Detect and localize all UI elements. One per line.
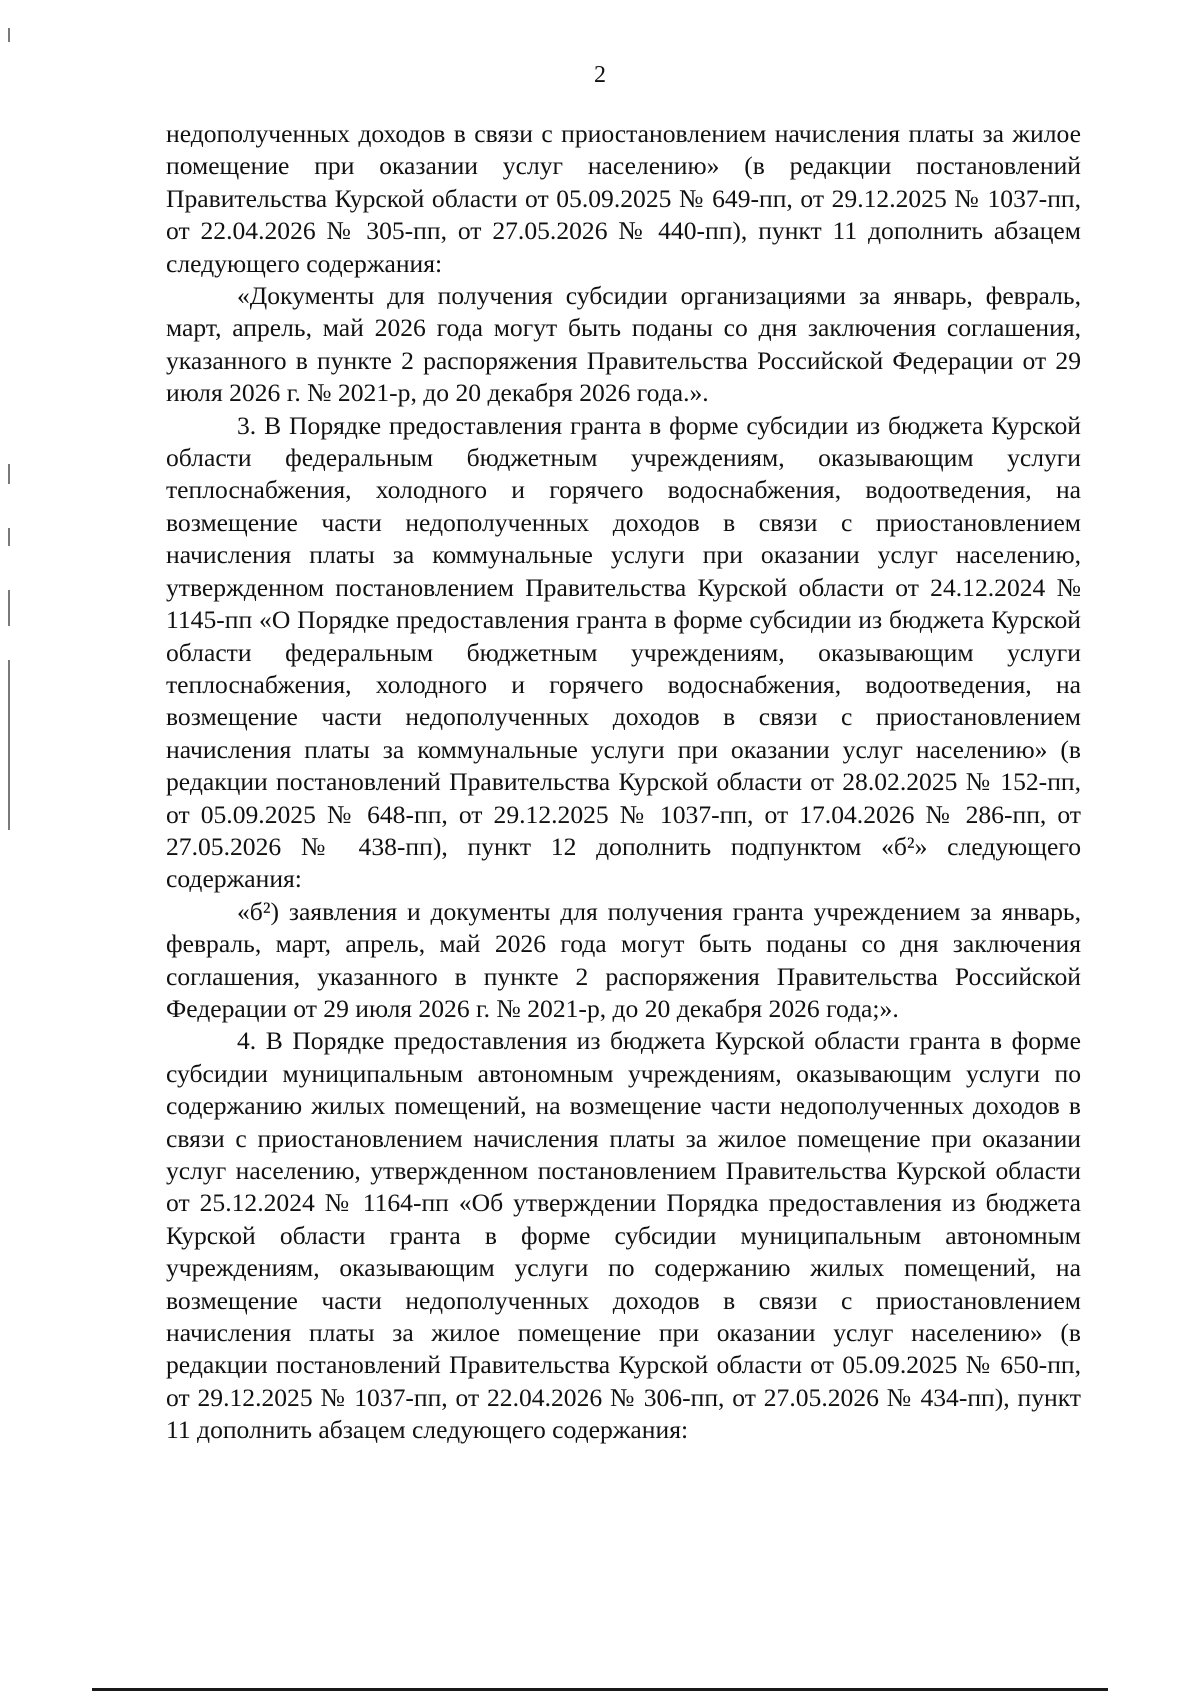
scan-margin-mark (8, 464, 10, 484)
document-body (166, 118, 1081, 1447)
scan-margin-mark (8, 660, 10, 830)
paragraph-continuation: недополученных доходов в связи с приостановлением начисления платы за жилое помещение при оказании услуг населению» (в редакции постановлений Правительства Курской области от 05.09.2025 № 649-пп, от 29.12.2025 № 1037-пп, от 22.04.2026 № 305-пп, от 27.05.2026 № 440-пп), пункт 11 дополнить абзацем следующего содержания: (166, 119, 1081, 278)
scan-bottom-edge (92, 1688, 1108, 1691)
page-number: 2 (594, 62, 606, 88)
paragraph-quote-documents: «Документы для получения субсидии организациями за январь, февраль, март, апрель, май 2026 года могут быть поданы со дня заключения соглашения, указанного в пункте 2 распоряжения Правительства Российской Федерации от 29 июля 2026 г. № 2021-р, до 20 декабря 2026 года.». (166, 281, 1081, 408)
scan-margin-mark (8, 528, 10, 546)
paragraph-item-3: 3. В Порядке предоставления гранта в форме субсидии из бюджета Курской области федеральным бюджетным учреждениям, оказывающим услуги теплоснабжения, холодного и горячего водоснабжения, водоотведения, на возмещение части недополученных доходов в связи с приостановлением начисления платы за коммунальные услуги при оказании услуг населению, утвержденном постановлением Правительства Курской области от 24.12.2024 № 1145-пп «О Порядке предоставления гранта в форме субсидии из бюджета Курской области федеральным бюджетным учреждениям, оказывающим услуги теплоснабжения, холодного и горячего водоснабжения, водоотведения, на возмещение части недополученных доходов в связи с приостановлением начисления платы за коммунальные услуги при оказании услуг населению» (в редакции постановлений Правительства Курской области от 28.02.2025 № 152-пп, от 05.09.2025 № 648-пп, от 29.12.2025 № 1037-пп, от 17.04.2026 № 286-пп, от 27.05.2026 № 438-пп), пункт 12 дополнить подпунктом «б²» следующего содержания: (166, 410, 1081, 894)
scan-margin-mark (8, 590, 10, 626)
paragraph-quote-b2: «б²) заявления и документы для получения гранта учреждением за январь, февраль, март, апрель, май 2026 года могут быть поданы со дня заключения соглашения, указанного в пункте 2 распоряжения Правительства Российской Федерации от 29 июля 2026 г. № 2021-р, до 20 декабря 2026 года;». (166, 896, 1081, 1023)
scan-margin-mark (8, 28, 10, 42)
paragraph-item-4: 4. В Порядке предоставления из бюджета Курской области гранта в форме субсидии муниципальным автономным учреждениям, оказывающим услуги по содержанию жилых помещений, на возмещение части недополученных доходов в связи с приостановлением начисления платы за жилое помещение при оказании услуг населению, утвержденном постановлением Правительства Курской области от 25.12.2024 № 1164-пп «Об утверждении Порядка предоставления из бюджета Курской области гранта в форме субсидии муниципальным автономным учреждениям, оказывающим услуги по содержанию жилых помещений, на возмещение части недополученных доходов в связи с приостановлением начисления платы за жилое помещение при оказании услуг населению» (в редакции постановлений Правительства Курской области от 05.09.2025 № 650-пп, от 29.12.2025 № 1037-пп, от 22.04.2026 № 306-пп, от 27.05.2026 № 434-пп), пункт 11 дополнить абзацем следующего содержания: (166, 1026, 1081, 1445)
